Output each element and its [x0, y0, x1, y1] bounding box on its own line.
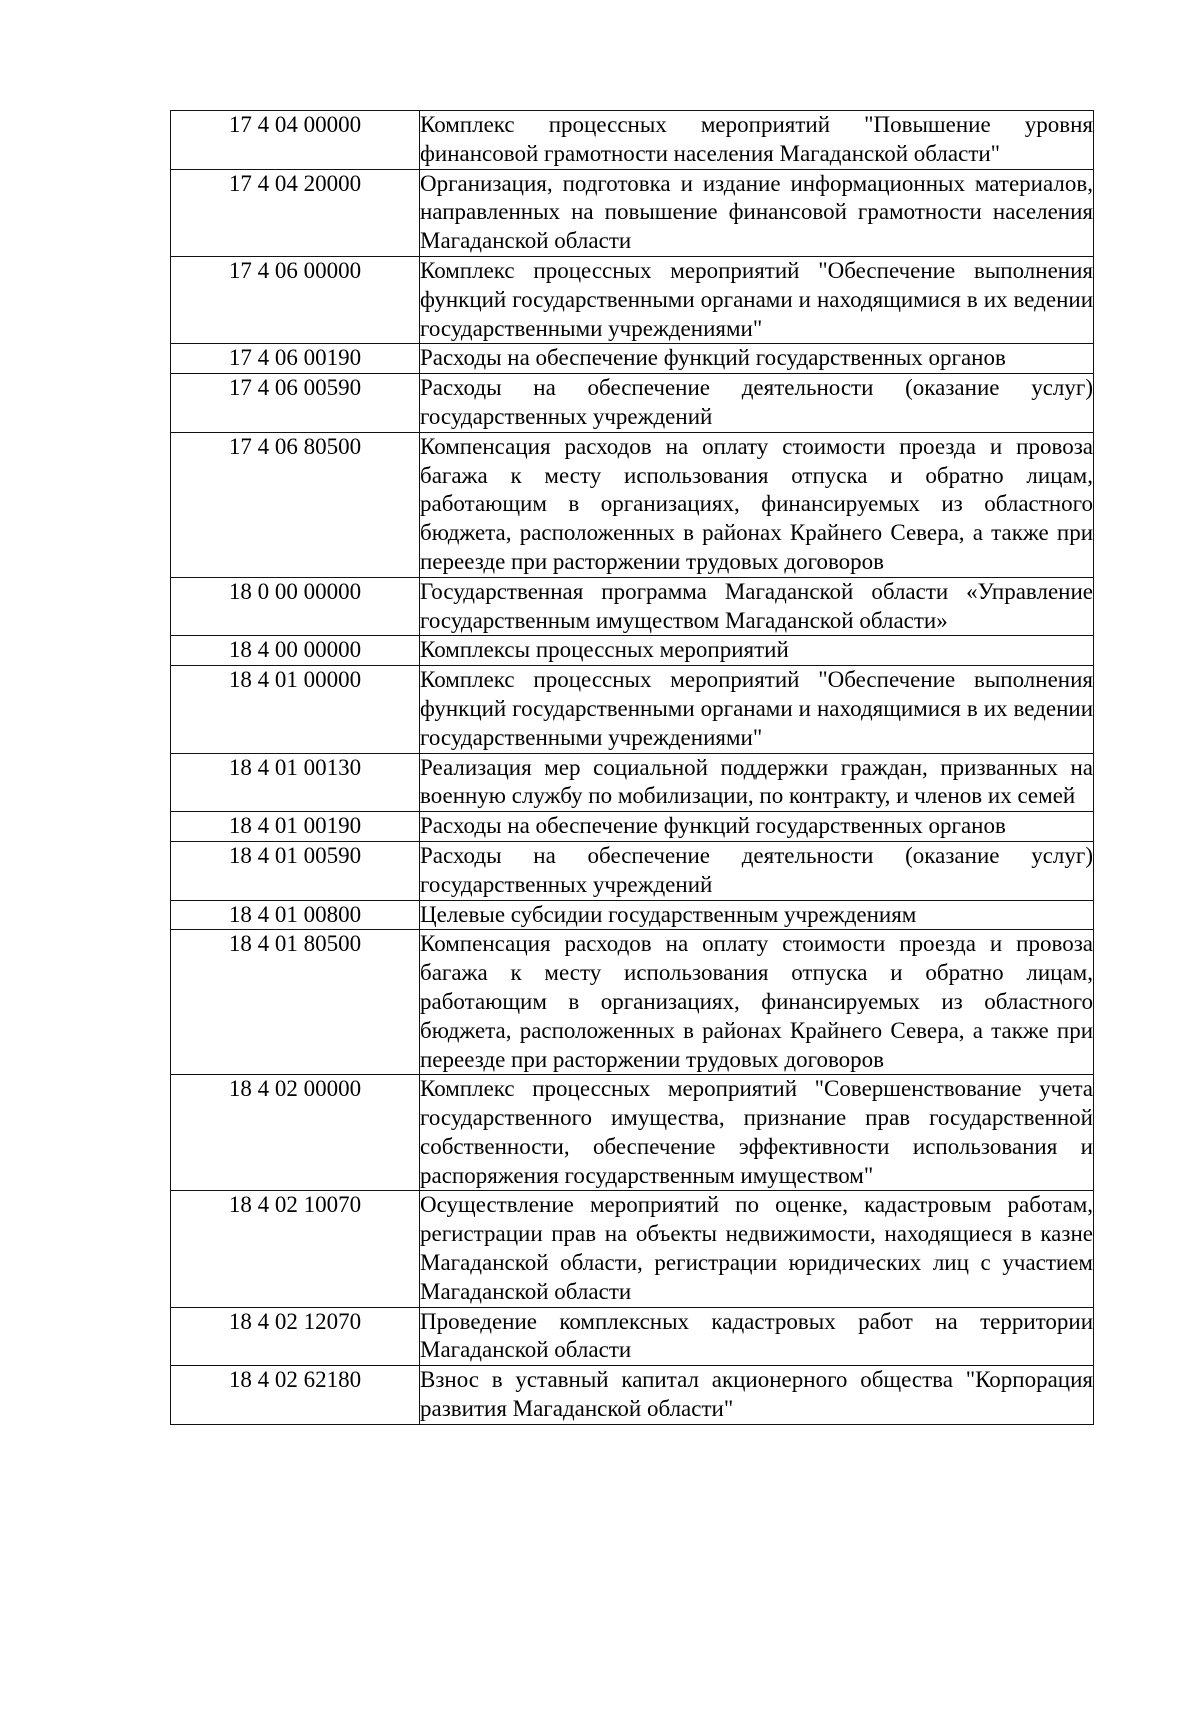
code-cell: 18 4 02 10070: [171, 1191, 420, 1307]
description-cell: Расходы на обеспечение деятельности (оказание услуг) государственных учреждений: [420, 841, 1094, 900]
code-cell: 18 4 01 00130: [171, 753, 420, 812]
description-cell: Государственная программа Магаданской области «Управление государственным имуществом Магаданской области»: [420, 577, 1094, 636]
description-cell: Расходы на обеспечение функций государственных органов: [420, 812, 1094, 842]
code-cell: 18 4 02 62180: [171, 1366, 420, 1425]
description-cell: Компенсация расходов на оплату стоимости проезда и провоза багажа к месту использования отпуска и обратно лицам, работающим в организациях, финансируемых из областного бюджета, расположенных в районах Крайнего Севера, а также при переезде при расторжении трудовых договоров: [420, 432, 1094, 577]
table-row: [171, 753, 1094, 812]
code-cell: 17 4 06 80500: [171, 432, 420, 577]
code-cell: 18 4 01 80500: [171, 930, 420, 1075]
table-row: [171, 1191, 1094, 1307]
table-row: [171, 1307, 1094, 1366]
description-cell: Комплексы процессных мероприятий: [420, 636, 1094, 666]
table-row: [171, 636, 1094, 666]
code-cell: 18 4 02 00000: [171, 1075, 420, 1191]
budget-classification-table: [170, 110, 1094, 1425]
description-cell: Организация, подготовка и издание информационных материалов, направленных на повышение финансовой грамотности населения Магаданской области: [420, 169, 1094, 256]
code-cell: 17 4 06 00590: [171, 374, 420, 433]
code-cell: 17 4 04 00000: [171, 111, 420, 170]
description-cell: Целевые субсидии государственным учреждениям: [420, 900, 1094, 930]
table-row: [171, 1366, 1094, 1425]
code-cell: 18 4 01 00590: [171, 841, 420, 900]
table-row: [171, 169, 1094, 256]
description-cell: Комплекс процессных мероприятий "Обеспечение выполнения функций государственными органами и находящимися в их ведении государственными учреждениями": [420, 256, 1094, 343]
table-row: [171, 577, 1094, 636]
code-cell: 18 4 01 00800: [171, 900, 420, 930]
code-cell: 17 4 06 00000: [171, 256, 420, 343]
code-cell: 17 4 04 20000: [171, 169, 420, 256]
code-cell: 18 4 01 00000: [171, 666, 420, 753]
table-row: [171, 344, 1094, 374]
table-row: [171, 256, 1094, 343]
description-cell: Расходы на обеспечение функций государственных органов: [420, 344, 1094, 374]
code-cell: 17 4 06 00190: [171, 344, 420, 374]
table-row: [171, 1075, 1094, 1191]
description-cell: Компенсация расходов на оплату стоимости проезда и провоза багажа к месту использования отпуска и обратно лицам, работающим в организациях, финансируемых из областного бюджета, расположенных в районах Крайнего Севера, а также при переезде при расторжении трудовых договоров: [420, 930, 1094, 1075]
table-row: [171, 930, 1094, 1075]
description-cell: Комплекс процессных мероприятий "Повышение уровня финансовой грамотности населения Магаданской области": [420, 111, 1094, 170]
code-cell: 18 4 01 00190: [171, 812, 420, 842]
description-cell: Комплекс процессных мероприятий "Совершенствование учета государственного имущества, признание прав государственной собственности, обеспечение эффективности использования и распоряжения государственным имуществом": [420, 1075, 1094, 1191]
code-cell: 18 4 02 12070: [171, 1307, 420, 1366]
code-cell: 18 0 00 00000: [171, 577, 420, 636]
table-row: [171, 374, 1094, 433]
description-cell: Расходы на обеспечение деятельности (оказание услуг) государственных учреждений: [420, 374, 1094, 433]
table-row: [171, 666, 1094, 753]
table-row: [171, 111, 1094, 170]
description-cell: Проведение комплексных кадастровых работ на территории Магаданской области: [420, 1307, 1094, 1366]
table-row: [171, 841, 1094, 900]
table-row: [171, 812, 1094, 842]
description-cell: Реализация мер социальной поддержки граждан, призванных на военную службу по мобилизации, по контракту, и членов их семей: [420, 753, 1094, 812]
code-cell: 18 4 00 00000: [171, 636, 420, 666]
description-cell: Комплекс процессных мероприятий "Обеспечение выполнения функций государственными органами и находящимися в их ведении государственными учреждениями": [420, 666, 1094, 753]
table-row: [171, 900, 1094, 930]
description-cell: Взнос в уставный капитал акционерного общества "Корпорация развития Магаданской области": [420, 1366, 1094, 1425]
description-cell: Осуществление мероприятий по оценке, кадастровым работам, регистрации прав на объекты недвижимости, находящиеся в казне Магаданской области, регистрации юридических лиц с участием Магаданской области: [420, 1191, 1094, 1307]
table-row: [171, 432, 1094, 577]
